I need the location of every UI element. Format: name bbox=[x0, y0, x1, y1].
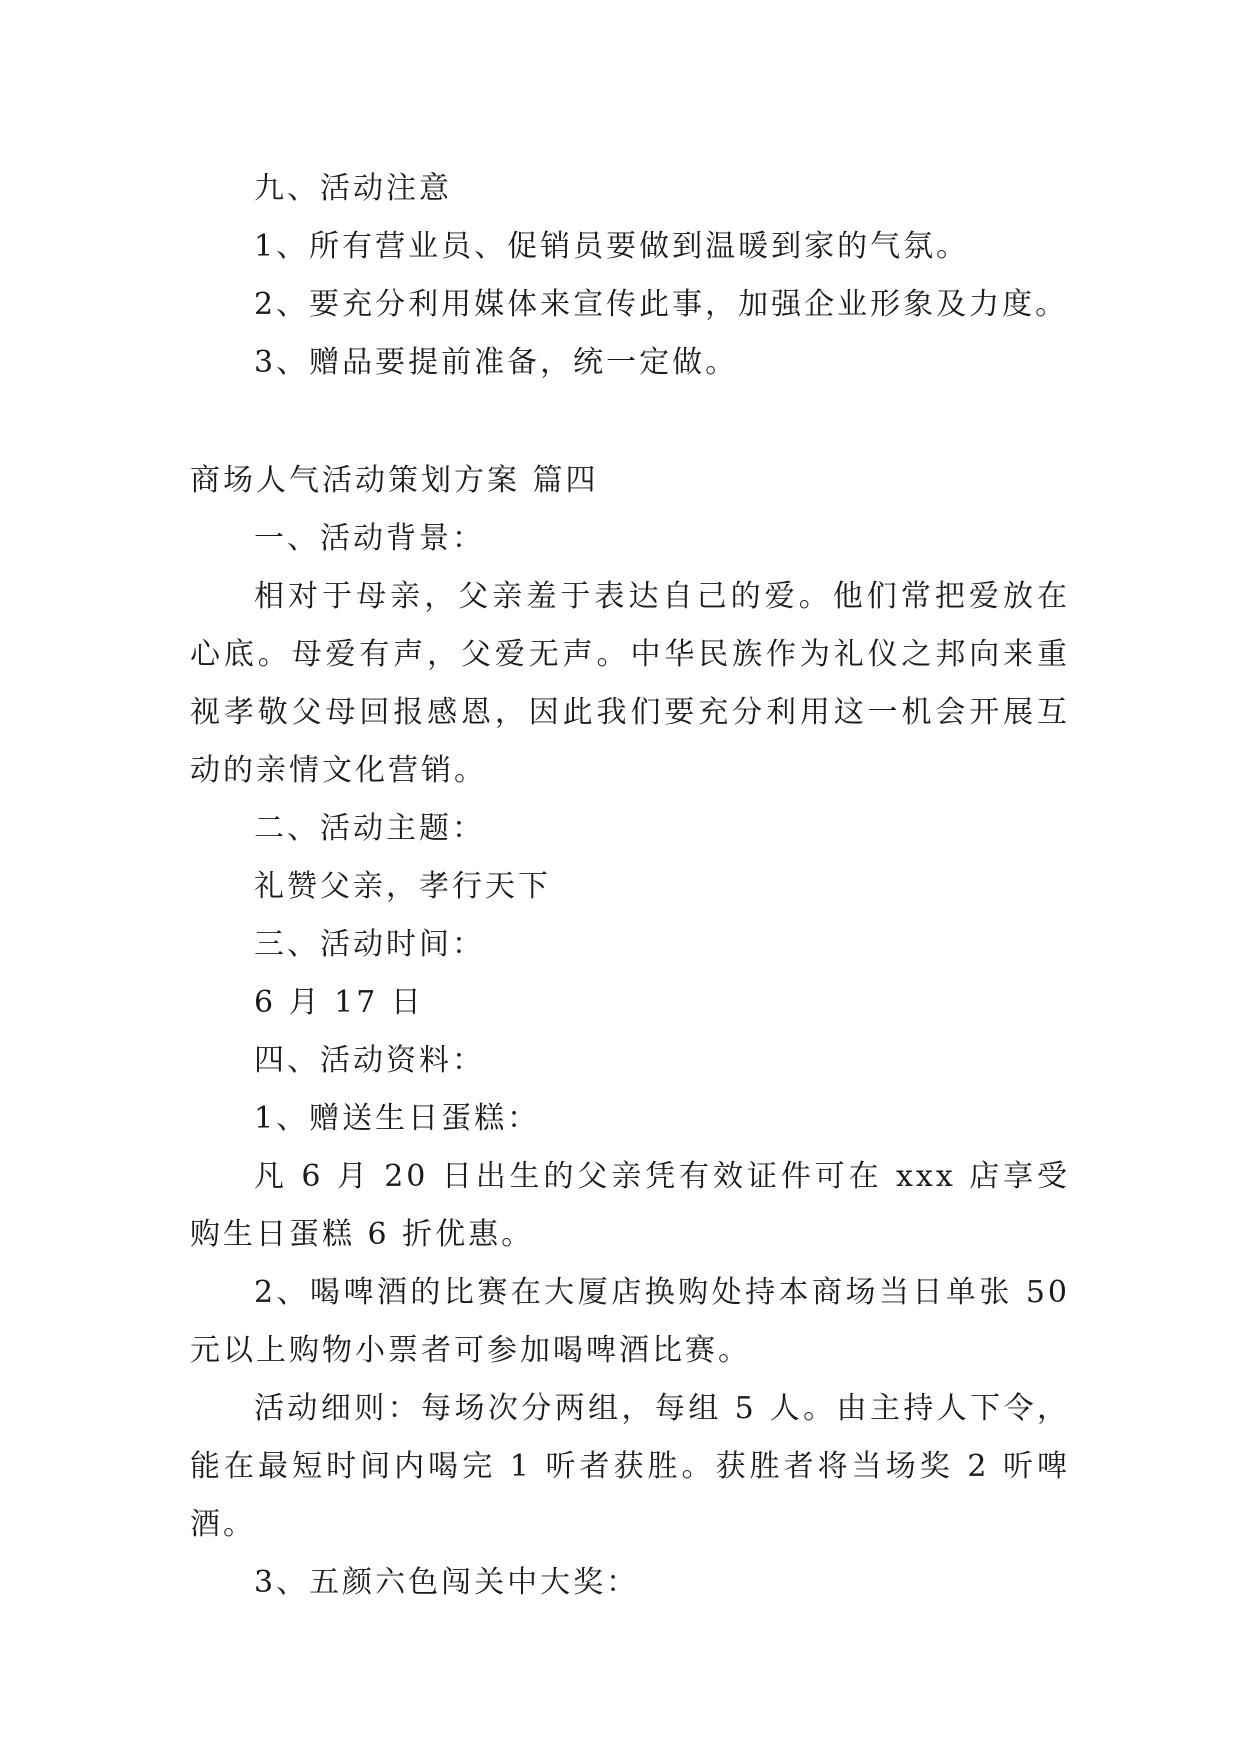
time-text: 6 月 17 日 bbox=[254, 985, 424, 1020]
section-heading-time: 三、活动时间： bbox=[254, 927, 485, 962]
section-heading-notes: 九、活动注意 bbox=[254, 171, 452, 206]
note-item-2: 2、要充分利用媒体来宣传此事，加强企业形象及力度。 bbox=[254, 287, 1069, 322]
background-paragraph: 相对于母亲，父亲羞于表达自己的爱。他们常把爱放在心底。母爱有声，父爱无声。中华民族作为礼仪之邦向来重视孝敬父母回报感恩，因此我们要充分利用这一机会开展互动的亲情文化营销。 bbox=[190, 579, 1070, 788]
materials-item-1-heading: 1、赠送生日蛋糕： bbox=[254, 1101, 541, 1136]
section-gap bbox=[190, 392, 1070, 452]
document-body bbox=[190, 160, 1070, 1612]
note-item-1: 1、所有营业员、促销员要做到温暖到家的气氛。 bbox=[254, 229, 970, 264]
materials-item-1-paragraph: 凡 6 月 20 日出生的父亲凭有效证件可在 xxx 店享受购生日蛋糕 6 折优惠。 bbox=[190, 1159, 1070, 1252]
materials-item-2-rules: 活动细则：每场次分两组，每组 5 人。由主持人下令，能在最短时间内喝完 1 听者获胜。获胜者将当场奖 2 听啤酒。 bbox=[190, 1391, 1070, 1542]
materials-item-3-heading: 3、五颜六色闯关中大奖： bbox=[254, 1565, 640, 1600]
note-item-3: 3、赠品要提前准备，统一定做。 bbox=[254, 345, 739, 380]
theme-text: 礼赞父亲，孝行天下 bbox=[254, 869, 551, 904]
section-heading-background: 一、活动背景： bbox=[254, 521, 485, 556]
section-heading-materials: 四、活动资料： bbox=[254, 1043, 485, 1078]
materials-item-2-paragraph: 2、喝啤酒的比赛在大厦店换购处持本商场当日单张 50 元以上购物小票者可参加喝啤酒比赛。 bbox=[190, 1275, 1070, 1368]
article-title: 商场人气活动策划方案 篇四 bbox=[190, 463, 599, 498]
section-heading-theme: 二、活动主题： bbox=[254, 811, 485, 846]
